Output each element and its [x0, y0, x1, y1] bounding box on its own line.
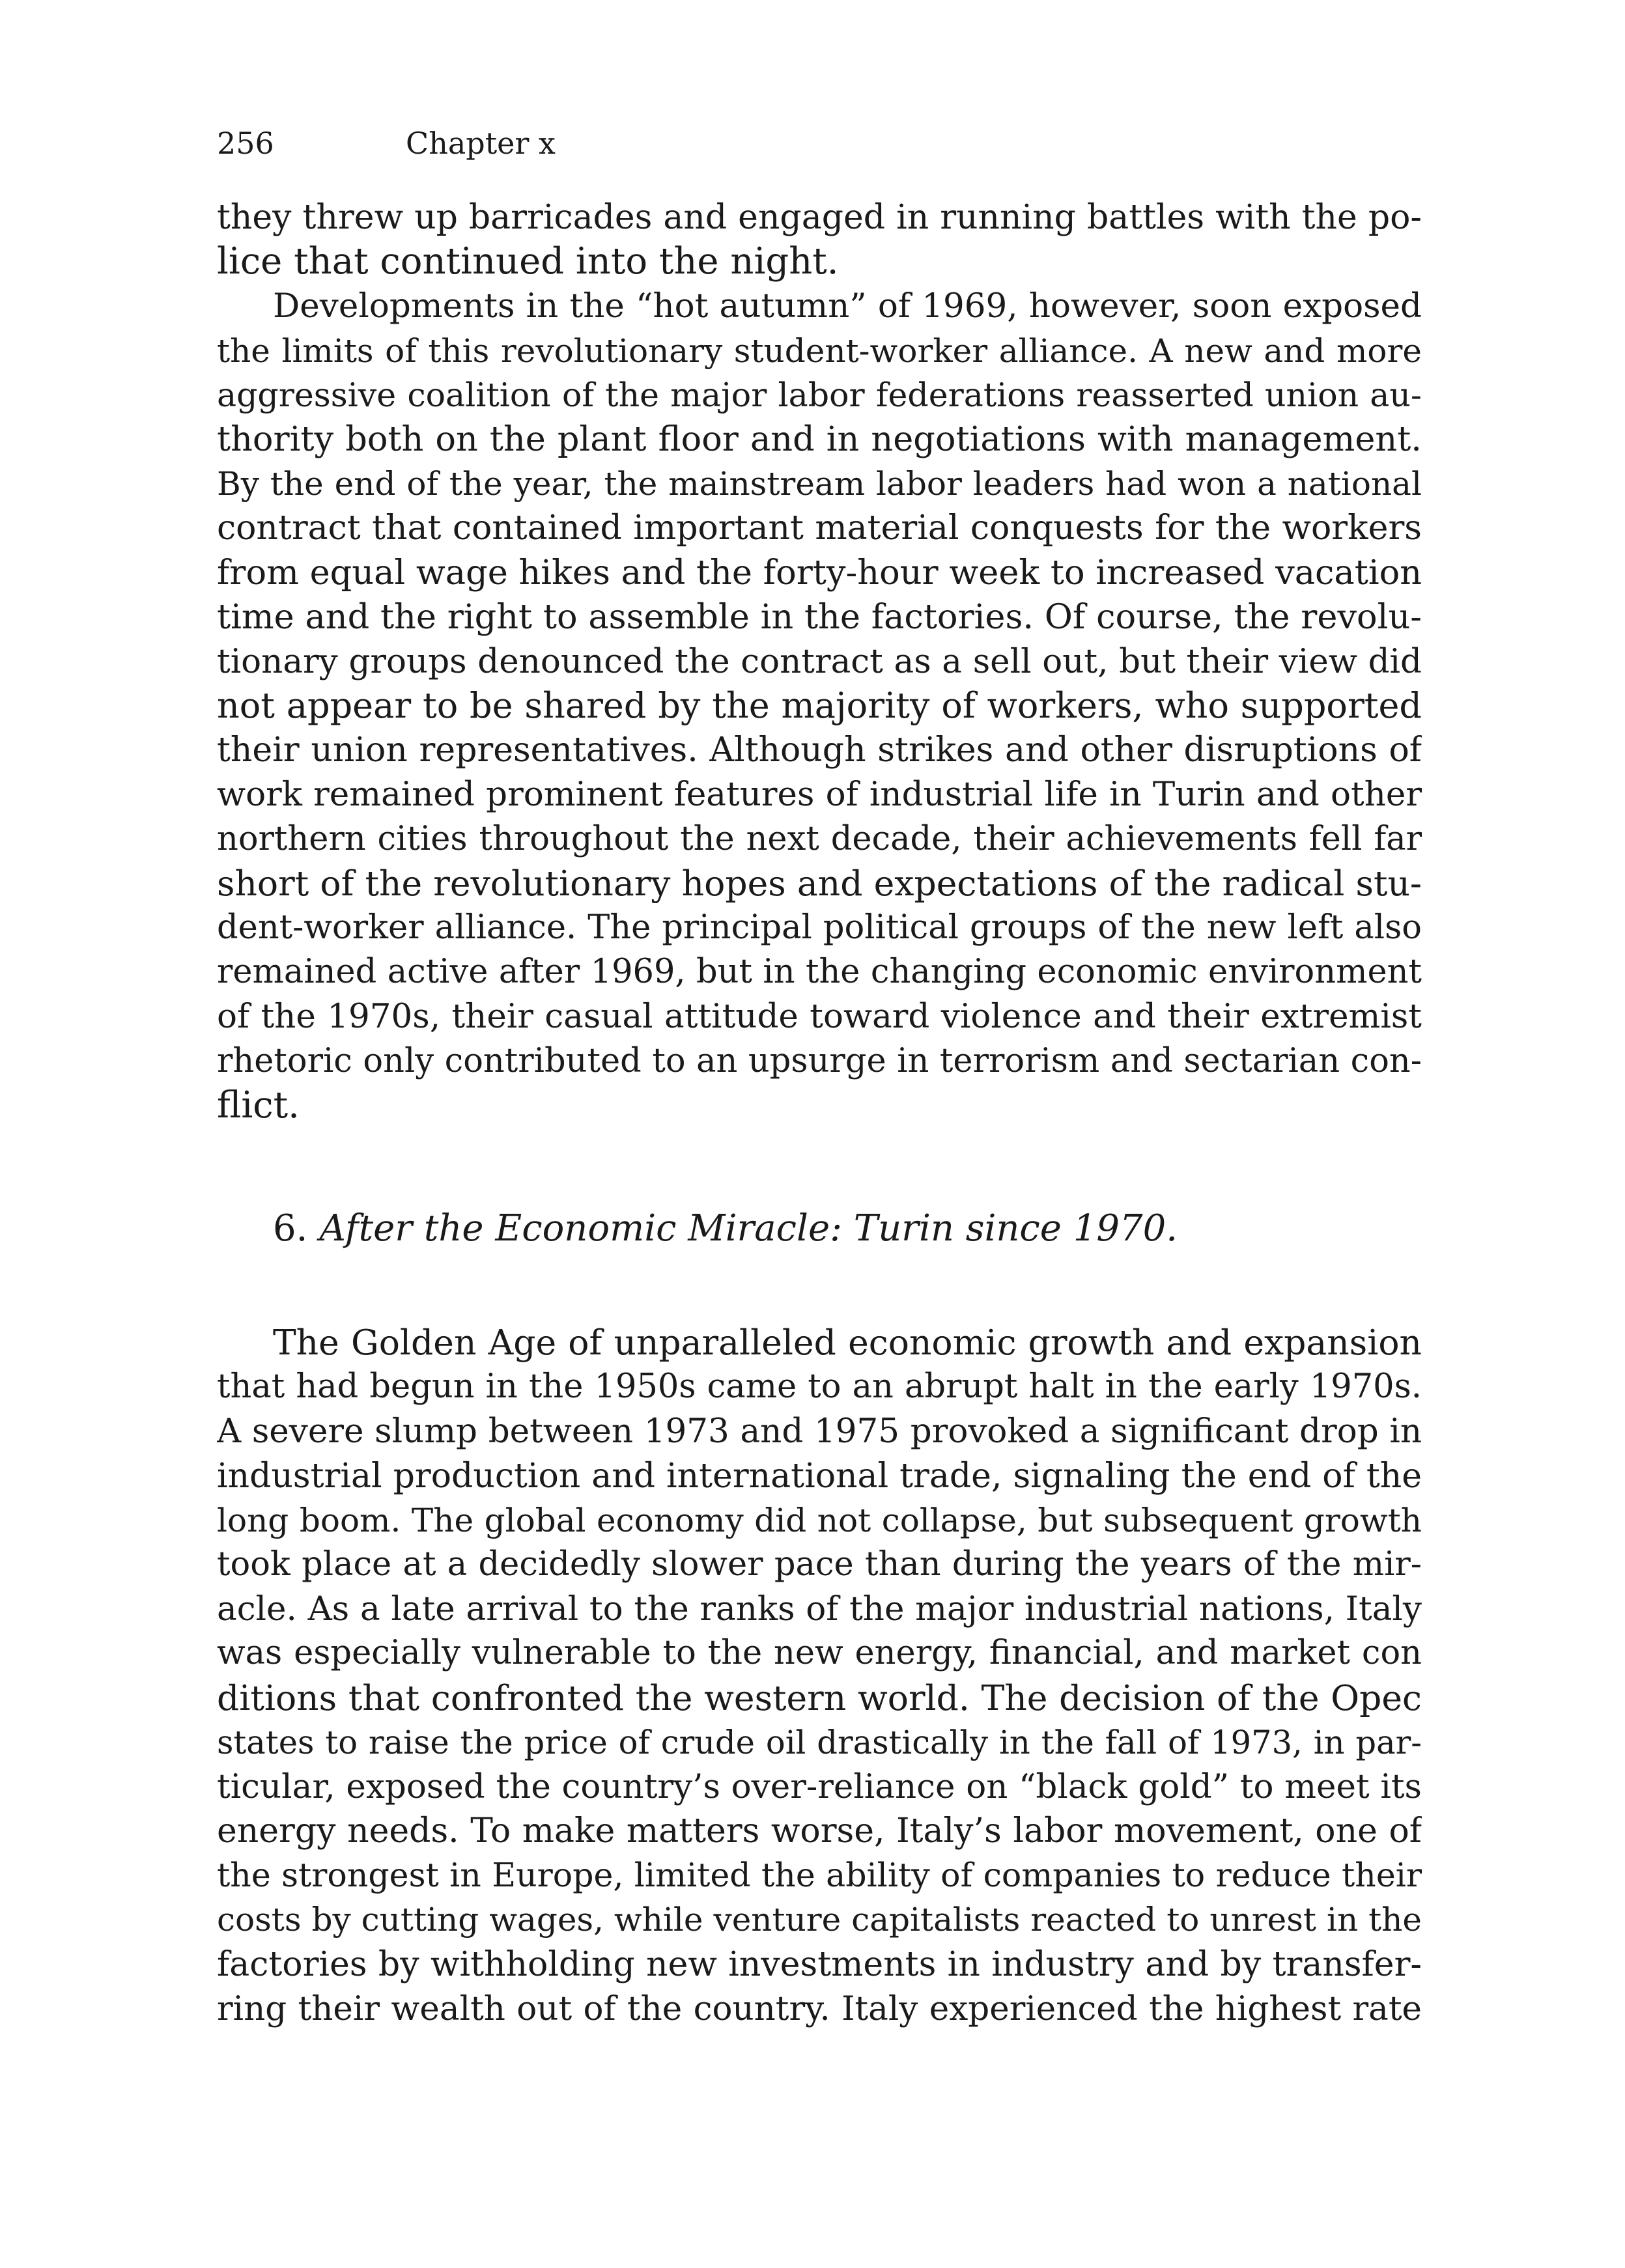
text-line: industrial production and international trade, signaling the end of the	[217, 1456, 1422, 1496]
text-line: tionary groups denounced the contract as a sell out, but their view did	[217, 641, 1422, 681]
section-number: 6.	[273, 1207, 308, 1250]
text-line: states to raise the price of crude oil drastically in the fall of 1973, in par-	[217, 1723, 1422, 1761]
text-line: they threw up barricades and engaged in running battles with the po-	[217, 198, 1422, 237]
text-line: flict.	[217, 1084, 300, 1127]
section-heading	[273, 1207, 1178, 1251]
text-line: Developments in the “hot autumn” of 1969, however, soon exposed	[273, 287, 1422, 326]
text-line: was especially vulnerable to the new energy, financial, and market con	[217, 1634, 1422, 1673]
running-head	[217, 124, 556, 163]
text-line: costs by cutting wages, while venture capitalists reacted to unrest in the	[217, 1901, 1422, 1939]
text-line: of the 1970s, their casual attitude toward violence and their extremist	[217, 997, 1422, 1037]
text-line: aggressive coalition of the major labor federations reasserted union au-	[217, 375, 1422, 414]
page-number: 256	[217, 126, 274, 161]
text-line: thority both on the plant floor and in negotiations with management.	[217, 419, 1422, 459]
text-line: took place at a decidedly slower pace than during the years of the mir-	[217, 1545, 1422, 1584]
text-line: not appear to be shared by the majority of workers, who supported	[217, 685, 1422, 727]
text-line: from equal wage hikes and the forty-hour week to increased vacation	[217, 552, 1422, 593]
text-line: ditions that confronted the western world. The decision of the Opec	[217, 1677, 1422, 1718]
text-line: A severe slump between 1973 and 1975 provoked a significant drop in	[217, 1412, 1422, 1451]
text-line: acle. As a late arrival to the ranks of the major industrial nations, Italy	[217, 1589, 1422, 1629]
text-line: ticular, exposed the country’s over-reliance on “black gold” to meet its	[217, 1767, 1422, 1806]
text-line: northern cities throughout the next decade, their achievements fell far	[217, 819, 1422, 858]
text-line: lice that continued into the night.	[217, 240, 839, 283]
text-line: the strongest in Europe, limited the ability of companies to reduce their	[217, 1856, 1422, 1895]
text-line: ring their wealth out of the country. Italy experienced the highest rate	[217, 1989, 1422, 2028]
text-line: dent-worker alliance. The principal political groups of the new left also	[217, 908, 1422, 947]
text-line: contract that contained important material conquests for the workers	[217, 509, 1422, 548]
body-text-block-2	[217, 1321, 1422, 2031]
section-title: After the Economic Miracle: Turin since 1970.	[319, 1207, 1178, 1250]
text-line: energy needs. To make matters worse, Italy’s labor movement, one of	[217, 1812, 1422, 1851]
text-line: rhetoric only contributed to an upsurge in terrorism and sectarian con-	[217, 1041, 1422, 1080]
text-line: time and the right to assemble in the factories. Of course, the revolu-	[217, 596, 1422, 637]
text-line: that had begun in the 1950s came to an abrupt halt in the early 1970s.	[217, 1367, 1422, 1407]
text-line: long boom. The global economy did not collapse, but subsequent growth	[217, 1501, 1422, 1539]
text-line: their union representatives. Although strikes and other disruptions of	[217, 731, 1422, 770]
chapter-title: Chapter x	[406, 126, 556, 161]
text-line: The Golden Age of unparalleled economic growth and expansion	[273, 1322, 1422, 1363]
text-line: the limits of this revolutionary student-worker alliance. A new and more	[217, 331, 1422, 370]
text-line: work remained prominent features of industrial life in Turin and other	[217, 775, 1422, 815]
text-line: factories by withholding new investments in industry and by transfer-	[217, 1944, 1422, 1984]
text-line: short of the revolutionary hopes and expectations of the radical stu-	[217, 862, 1422, 904]
text-line: By the end of the year, the mainstream labor leaders had won a national	[217, 465, 1422, 503]
text-line: remained active after 1969, but in the changing economic environment	[217, 953, 1422, 992]
body-text-block-1	[217, 195, 1422, 1128]
